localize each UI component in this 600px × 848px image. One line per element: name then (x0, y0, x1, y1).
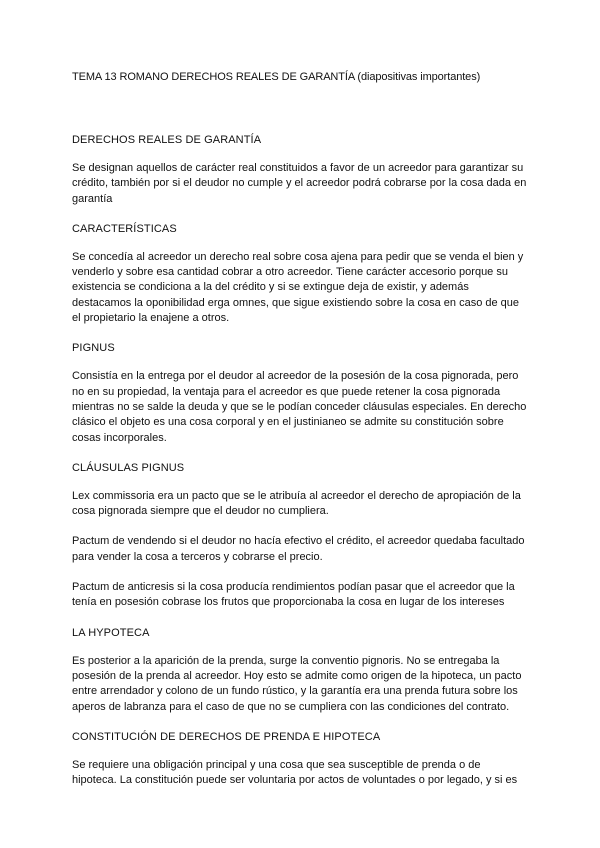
section-paragraph: Se concedía al acreedor un derecho real sobre cosa ajena para pedir que se venda el bien y venderlo y sobre esa cantidad cobrar a otro acreedor. Tiene carácter accesorio porque su existencia se condiciona a la del crédito y si se extingue deja de existir, y además destacamos la oponibilidad erga omnes, que sigue existiendo sobre la cosa en caso de que el propietario la enajene a otros. (72, 250, 524, 325)
section-heading: CLÁUSULAS PIGNUS (72, 461, 185, 474)
section-heading: DERECHOS REALES DE GARANTÍA (72, 134, 262, 146)
document-body (72, 70, 528, 803)
section-paragraph: Pactum de vendendo si el deudor no hacía efectivo el crédito, el acreedor quedaba facultado para vender la cosa a terceros y cobrarse el precio. (72, 535, 525, 563)
section-paragraph: Lex commissoria era un pacto que se le atribuía al acreedor el derecho de apropiación de la cosa pignorada siempre que el deudor no cumpliera. (72, 489, 521, 518)
section-paragraph: Consistía en la entrega por el deudor al acreedor de la posesión de la cosa pignorada, pero no en su propiedad, la ventaja para el acreedor es que puede retener la cosa pignorada mientras no se salde la deuda y que se le podían conceder cláusulas especiales. En derecho clásico el objeto es una cosa corporal y en el justinianeo se admite su constitución sobre cosas incorporales. (72, 370, 527, 444)
section-hypoteca (72, 626, 528, 715)
section-caracteristicas (72, 222, 528, 326)
section-paragraph: Es posterior a la aparición de la prenda, surge la conventio pignoris. No se entregaba la posesión de la prenda al acreedor. Hoy esto se admite como origen de la hipoteca, un pacto entre arrendador y colono de un fundo rústico, y la garantía era una prenda futura sobre los aperos de labranza para el caso de que no se cumpliera con las condiciones del contrato. (72, 654, 522, 713)
section-heading: LA HYPOTECA (72, 626, 150, 639)
section-heading: CONSTITUCIÓN DE DERECHOS DE PRENDA E HIPOTECA (72, 730, 381, 743)
section-pignus (72, 341, 528, 445)
section-constitucion (72, 730, 528, 789)
section-derechos-reales (72, 133, 528, 207)
section-heading: CARACTERÍSTICAS (72, 222, 177, 235)
section-clausulas-pignus (72, 461, 528, 611)
document-title: TEMA 13 ROMANO DERECHOS REALES DE GARANTÍA (diapositivas importantes) (72, 71, 481, 83)
section-paragraph: Pactum de anticresis si la cosa producía rendimientos podían pasar que el acreedor que la tenía en posesión cobrase los frutos que proporcionaba la cosa en lugar de los intereses (72, 581, 515, 609)
section-heading: PIGNUS (72, 342, 115, 355)
section-paragraph: Se designan aquellos de carácter real constituidos a favor de un acreedor para garantizar su crédito, también por si el deudor no cumple y el acreedor podrá cobrarse por la cosa dada en garantía (72, 162, 527, 205)
section-paragraph: Se requiere una obligación principal y una cosa que sea susceptible de prenda o de hipoteca. La constitución puede ser voluntaria por actos de voluntades o por legado, y si es (72, 758, 518, 787)
